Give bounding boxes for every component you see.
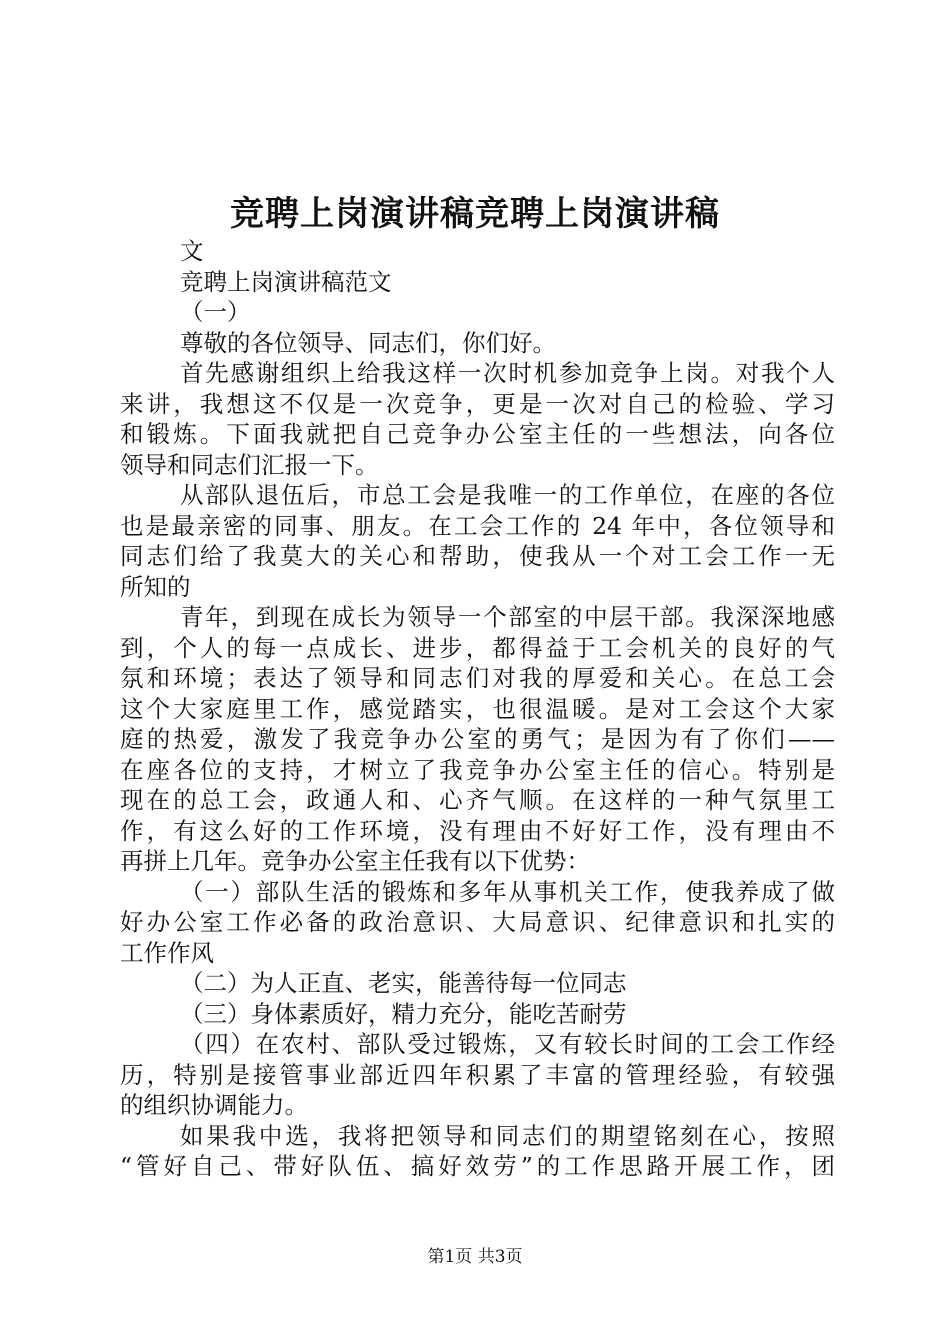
text-line: 从部队退伍后，市总工会是我唯一的工作单位，在座的各位 (180, 481, 835, 509)
text-line: 作，有这么好的工作环境，没有理由不好好工作，没有理由不 (120, 816, 835, 845)
text-line: 这个大家庭里工作，感觉踏实，也很温暖。是对工会这个大家 (120, 694, 835, 723)
text-line: 再拼上几年。竞争办公室主任我有以下优势： (120, 847, 590, 875)
text-line: 领导和同志们汇报一下。 (120, 450, 379, 479)
text-line: 到，个人的每一点成长、进步，都得益于工会机关的良好的气 (120, 633, 835, 662)
text-line: 同志们给了我莫大的关心和帮助，使我从一个对工会工作一无 (120, 542, 835, 570)
text-line: 历，特别是接管事业部近四年积累了丰富的管理经验，有较强 (120, 1060, 835, 1089)
text-line: 竞聘上岗演讲稿范文 (180, 267, 392, 296)
text-line: 工作作风 (120, 938, 214, 967)
text-line: 如果我中选，我将把领导和同志们的期望铭刻在心，按照 (180, 1121, 835, 1150)
text-line: 首先感谢组织上给我这样一次时机参加竞争上岗。对我个人 (180, 359, 835, 387)
document-title: 竞聘上岗演讲稿竞聘上岗演讲稿 (230, 194, 720, 234)
text-line: 在座各位的支持，才树立了我竞争办公室主任的信心。特别是 (120, 755, 835, 784)
page-footer: 第1页 共3页 (427, 1247, 523, 1267)
text-line: 尊敬的各位领导、同志们，你们好。 (180, 328, 556, 357)
text-line: 青年，到现在成长为领导一个部室的中层干部。我深深地感 (180, 603, 835, 631)
text-line: 和锻炼。下面我就把自己竞争办公室主任的一些想法，向各位 (120, 420, 835, 448)
text-line: 也是最亲密的同事、朋友。在工会工作的 24 年中，各位领导和 (120, 511, 835, 540)
text-line: 庭的热爱，激发了我竞争办公室的勇气；是因为有了你们—— (120, 725, 835, 753)
text-line: 氛和环境；表达了领导和同志们对我的厚爱和关心。在总工会 (120, 664, 835, 692)
text-line: 文 (180, 237, 204, 265)
text-line: 好办公室工作必备的政治意识、大局意识、纪律意识和扎实的 (120, 908, 835, 936)
text-line: 的组织协调能力。 (120, 1091, 308, 1119)
text-line: 所知的 (120, 572, 191, 601)
text-line: 现在的总工会，政通人和、心齐气顺。在这样的一种气氛里工 (120, 786, 835, 814)
text-line: 来讲，我想这不仅是一次竞争，更是一次对自己的检验、学习 (120, 389, 835, 418)
document-body (120, 236, 835, 1182)
text-line: （一）部队生活的锻炼和多年从事机关工作，使我养成了做 (180, 877, 835, 906)
text-line: （二）为人正直、老实，能善待每一位同志 (180, 969, 627, 997)
text-line: （四）在农村、部队受过锻炼，又有较长时间的工会工作经 (180, 1030, 835, 1058)
text-line: （一） (180, 298, 251, 326)
text-line: “管好自己、带好队伍、搞好效劳”的工作思路开展工作，团 (120, 1152, 835, 1180)
text-line: （三）身体素质好，精力充分，能吃苦耐劳 (180, 999, 627, 1028)
